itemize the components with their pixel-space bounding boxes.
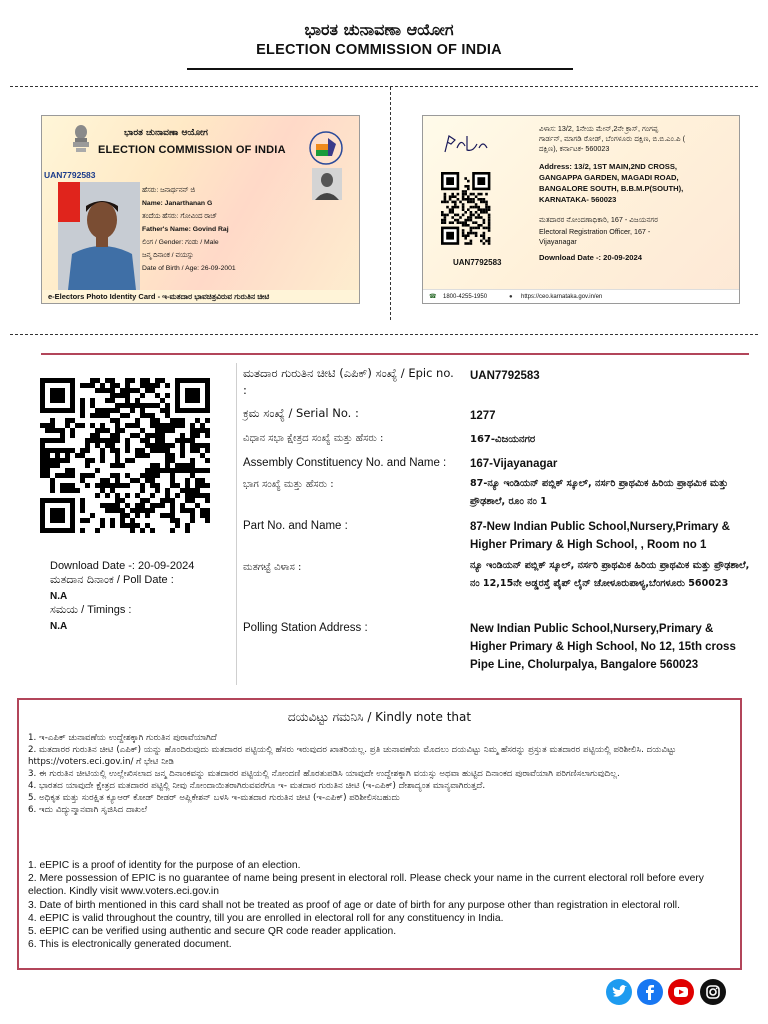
notice-english-item: 1. eEPIC is a proof of identity for the purpose of an election. [28, 860, 301, 871]
epic-value: UAN7792583 [470, 370, 540, 382]
notice-english-item: 6. This is electronically generated document. [28, 939, 232, 951]
card-epic-number: UAN7792583 [44, 170, 96, 180]
card-back-footer [423, 289, 739, 303]
youtube-icon[interactable] [668, 979, 694, 1005]
card-address-kannada-1: ವಿಳಾಸ: 13/2, 1ನೇಯ ಮೇನ್,2ನೇ ಕ್ರಾಸ್, ಗಂಗಪ್ಪ [539, 124, 659, 133]
card-qr-code [441, 172, 491, 246]
card-download-date: Download Date -: 20-09-2024 [539, 253, 642, 262]
card-dob-kannada: ಜನ್ಮ ದಿನಾಂಕ / ವಯಸ್ಸು [142, 252, 194, 259]
assembly-english-value: 167-Vijayanagar [470, 458, 558, 470]
notice-kannada-item: 6. ಇದು ವಿದ್ಯುನ್ಮಾನವಾಗಿ ಸೃಜಿಸಿದ ದಾಖಲೆ [28, 805, 148, 815]
epic-card-front [41, 115, 360, 304]
card-phone: 1800-4255-1950 [443, 294, 488, 300]
notice-english-item: 3. Date of birth mentioned in this card shall not be treated as proof of age or date of birth for any purpose other than registration in electoral roll. [28, 899, 680, 911]
notice-kannada-item: 3. ಈ ಗುರುತಿನ ಚೀಟಿಯಲ್ಲಿ ಉಲ್ಲೇಖಿಸಲಾದ ಜನ್ಮ ದಿನಾಂಕವನ್ನು ಮತದಾರರ ಪಟ್ಟಿಯಲ್ಲಿ ನೋಂದಣಿ ಹೊರತುಪಡಿಸಿ ಯಾವುದೇ ಉದ್ದೇಶಕ್ಕಾಗಿ ವಯಸ್ಸು ಅಥವಾ ಹುಟ್ಟಿದ ದಿನಾಂಕದ ಪುರಾವೆಯಾಗಿ ಪರಿಗಣಿಸಲಾಗುವುದಿಲ್ಲ. [28, 769, 620, 779]
card-gender: ಲಿಂಗ / Gender: ಗಂಡು / Male [142, 239, 219, 246]
card-name-english: Name: Janarthanan G [142, 200, 213, 207]
part-kannada-value: 87-ನ್ಯೂ ಇಂಡಿಯನ್ ಪಬ್ಲಿಕ್ ಸ್ಕೂಲ್, ನರ್ಸರಿ ಪ್ರಾಥಮಿಕ ಹಿರಿಯ ಪ್ರಾಥಮಿಕ ಮತ್ತು ಪ್ರೌಢಶಾಲೆ, ರೂಂ ನಂ 1 [470, 478, 729, 507]
cut-line-bottom [10, 334, 758, 335]
card-title-english: ELECTION COMMISSION OF INDIA [98, 144, 286, 156]
poll-date-label: ಮತದಾನ ದಿನಾಂಕ / Poll Date : [50, 573, 174, 586]
card-address-english-4: KARNATAKA- 560023 [539, 195, 617, 204]
card-front-footer: e-Electors Photo Identity Card - ಇ-ಮತದಾರ ಭಾವಚಿತ್ರವಿರುವ ಗುರುತಿನ ಚೀಟಿ [42, 290, 359, 303]
card-address-kannada-3: ದಕ್ಷಿಣ), ಕರ್ನಾಟಕ- 560023 [539, 144, 610, 153]
polling-station-kannada-value: ನ್ಯೂ ಇಂಡಿಯನ್ ಪಬ್ಲಿಕ್ ಸ್ಕೂಲ್, ನರ್ಸರಿ ಪ್ರಾಥಮಿಕ ಹಿರಿಯ ಪ್ರಾಥಮಿಕ ಮತ್ತು ಪ್ರೌಢಶಾಲೆ, ನಂ 12,15ನೇ ಅಡ್ಡರಸ್ತೆ ಪೈಪ್ ಲೈನ್ ಚೋಳೂರುಪಾಳ್ಯ,ಬೆಂಗಳೂರು 560023 [470, 560, 750, 589]
eci-logo-icon [308, 130, 344, 166]
instagram-icon[interactable] [700, 979, 726, 1005]
voter-photo [58, 182, 140, 290]
card-title-kannada: ಭಾರತ ಚುನಾವಣಾ ಆಯೋಗ [124, 128, 208, 138]
card-address-english-2: GANGAPPA GARDEN, MAGADI ROAD, [539, 173, 679, 182]
notice-kannada-list [28, 732, 733, 816]
header-underline [187, 68, 573, 70]
polling-station-english-value: New Indian Public School,Nursery,Primary & Higher Primary & High School, No 12, 15th cross Pipe Line, Cholurpalya, Bangalore 560023 [470, 623, 736, 671]
notice-kannada-item: 5. ಅಧಿಕೃತ ಮತ್ತು ಸುರಕ್ಷಿತ ಕ್ಯೂಆರ್ ಕೋಡ್ ರೀಡರ್ ಅಪ್ಲಿಕೇಶನ್ ಬಳಸಿ ಇ-ಮತದಾರ ಗುರುತಿನ ಚೀಟಿ (ಇ-ಎಪಿಕ್) ಪರಿಶೀಲಿಸಬಹುದು [28, 793, 400, 803]
timings-label: ಸಮಯ / Timings : [50, 603, 132, 616]
download-date: Download Date -: 20-09-2024 [50, 560, 195, 572]
epic-card-back [422, 115, 740, 304]
notice-kannada-item: 2. ಮತದಾರರ ಗುರುತಿನ ಚೀಟಿ (ಎಪಿಕ್) ಯನ್ನು ಹೊಂದಿರುವುದು ಮತದಾರರ ಪಟ್ಟಿಯಲ್ಲಿ ಹೆಸರು ಇರುವುದರ ಖಾತರಿಯಲ್ಲ. ಪ್ರತಿ ಚುನಾವಣೆಯ ಮೊದಲು ದಯವಿಟ್ಟು ನಿಮ್ಮ ಹೆಸರನ್ನು ಪ್ರಸ್ತುತ ಮತದಾರರ ಪಟ್ಟಿಯಲ್ಲಿ ಪರಿಶೀಲಿಸಿ. ದಯವಿಟ್ಟು https://voters.eci.gov.in/ ಗೆ ಭೇಟಿ ನೀಡಿ [28, 745, 677, 767]
notice-kannada-item: 4. ಭಾರತದ ಯಾವುದೇ ಕ್ಷೇತ್ರದ ಮತದಾರರ ಪಟ್ಟಿಲ್ಲಿ ನೀವು ನೋಂದಾಯಿತರಾಗಿರುವವರೆಗೂ ಇ- ಮತದಾರ ಗುರುತಿನ ಚೀಟಿ (ಇ-ಎಪಿಕ್) ದೇಶಾದ್ಯಂತ ಮಾನ್ಯವಾಗಿರುತ್ತದೆ. [28, 781, 486, 791]
notice-kannada-item: 1. ಇ-ಎಪಿಕ್ ಚುನಾವಣೆಯ ಉದ್ದೇಶಕ್ಕಾಗಿ ಗುರುತಿನ ಪುರಾವೆಯಾಗಿದೆ [28, 733, 217, 743]
part-english-value: 87-New Indian Public School,Nursery,Primary & Higher Primary & High School, , Room no 1 [470, 521, 730, 551]
card-father-english: Father's Name: Govind Raj [142, 226, 229, 233]
card-father-kannada: ತಂದೆಯ ಹೆಸರು: ಗೋವಿಂದ ರಾಜ್ [142, 213, 218, 220]
card-ero-kannada: ಮತದಾರರ ನೋಂದಣಾಧಿಕಾರಿ, 167 - ವಿಜಯನಗರ [539, 215, 659, 224]
card-address-english-1: Address: 13/2, 1ST MAIN,2ND CROSS, [539, 162, 677, 171]
notice-title: ದಯವಿಟ್ಟು ಗಮನಿಸಿ / Kindly note that [287, 710, 472, 724]
poll-date-value: N.A [50, 591, 68, 602]
card-ero-english-2: Vijayanagar [539, 237, 577, 246]
page-header [0, 20, 758, 58]
card-address-english-3: BANGALORE SOUTH, B.B.M.P(SOUTH), [539, 184, 684, 193]
header-title-english: ELECTION COMMISSION OF INDIA [256, 42, 502, 58]
notice-english-item: 2. Mere possession of EPIC is no guarantee of name being present in electoral roll. Please check your name in the current electoral roll before every election. Kindly visit www.voters.eci.gov.in [28, 873, 704, 898]
phone-icon: ☎ [429, 294, 437, 300]
polling-station-kannada-label: ಮತಗಟ್ಟೆ ವಿಳಾಸ : [243, 562, 302, 573]
epic-qr-code [40, 378, 210, 536]
column-divider [236, 363, 237, 685]
card-name-kannada: ಹೆಸರು: ಜನಾರ್ಥನನ್ ಜಿ [142, 187, 195, 194]
epic-label: ಮತದಾರ ಗುರುತಿನ ಚೀಟಿ (ಎಪಿಕ್) ಸಂಖ್ಯೆ / Epic no. : [243, 366, 454, 397]
card-back-epic-number: UAN7792583 [453, 258, 502, 267]
card-ero-english-1: Electoral Registration Officer, 167 - [539, 227, 651, 236]
part-kannada-label: ಭಾಗ ಸಂಖ್ಯೆ ಮತ್ತು ಹೆಸರು : [243, 479, 334, 490]
polling-station-english-label: Polling Station Address : [243, 622, 368, 634]
notice-english-item: 4. eEPIC is valid throughout the country, till you are enrolled in electoral roll for any constituency in India. [28, 912, 504, 924]
header-title-kannada: ಭಾರತ ಚುನಾವಣಾ ಆಯೋಗ [304, 20, 454, 39]
notice-box [17, 698, 742, 970]
section-divider [41, 353, 749, 355]
assembly-english-label: Assembly Constituency No. and Name : [243, 457, 447, 469]
notice-english-item: 5. eEPIC can be verified using authentic and secure QR code reader application. [28, 926, 397, 938]
card-dob-english: Date of Birth / Age: 26-09-2001 [142, 265, 236, 272]
facebook-icon[interactable] [637, 979, 663, 1005]
voter-photo-thumbnail [312, 168, 342, 200]
part-english-label: Part No. and Name : [243, 520, 348, 532]
officer-signature [441, 130, 491, 158]
serial-value: 1277 [470, 410, 496, 422]
card-address-kannada-2: ಗಾರ್ಡನ್, ಮಾಗಡಿ ರೋಡ್, ಬೆಂಗಳೂರು ದಕ್ಷಿಣ, ಬಿ.ಬಿ.ಎಂ.ಪಿ ( [539, 134, 685, 143]
assembly-kannada-label: ವಿಧಾನ ಸಭಾ ಕ್ಷೇತ್ರದ ಸಂಖ್ಯೆ ಮತ್ತು ಹೆಸರು : [243, 433, 384, 444]
globe-icon: ● [509, 294, 513, 300]
cut-line-top [10, 86, 758, 87]
timings-value: N.A [50, 621, 68, 632]
twitter-icon[interactable] [606, 979, 632, 1005]
assembly-kannada-value: 167-ವಿಜಯನಗರ [470, 434, 536, 445]
serial-label: ಕ್ರಮ ಸಂಖ್ಯೆ / Serial No. : [243, 406, 359, 420]
national-emblem-icon [70, 124, 92, 154]
card-website[interactable]: https://ceo.karnataka.gov.in/en [521, 294, 603, 300]
notice-english-list [28, 859, 733, 951]
cut-line-middle [390, 87, 391, 320]
